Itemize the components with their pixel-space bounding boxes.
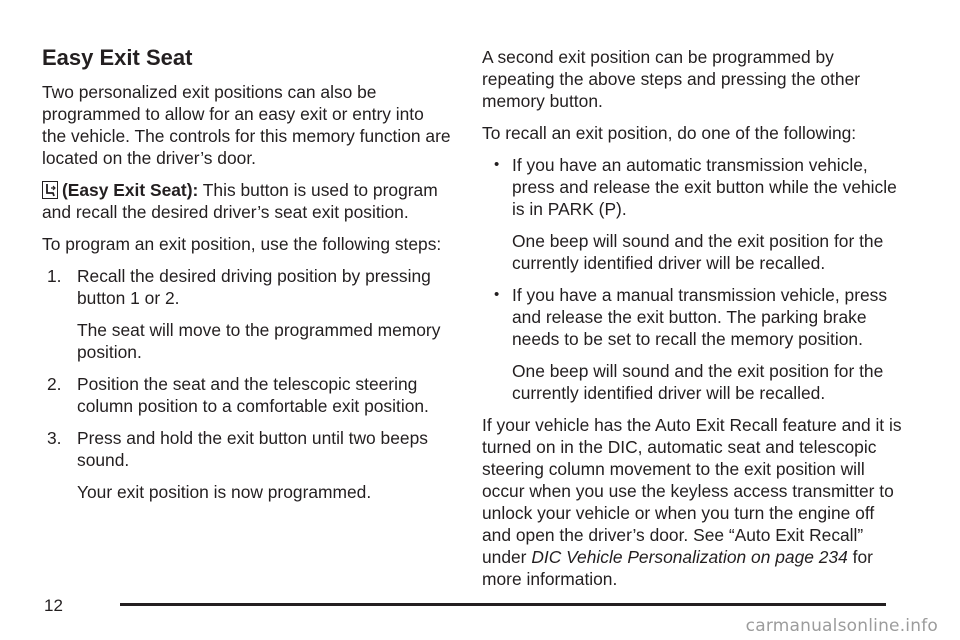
seat-exit-icon [42, 181, 58, 199]
bullet-text: If you have an automatic transmission vehicle, press and release the exit button while the vehicle is in PARK (P). [512, 155, 897, 219]
step-number: 2. [47, 374, 62, 394]
bullet-note: One beep will sound and the exit position for the currently identified driver will be recalled. [512, 231, 884, 273]
page-number: 12 [44, 596, 63, 615]
list-item [42, 373, 452, 417]
auto-exit-paragraph [482, 414, 902, 590]
list-item [42, 265, 452, 363]
step-note: The seat will move to the programmed memory position. [77, 320, 441, 362]
auto-exit-text: If your vehicle has the Auto Exit Recall feature and it is turned on in the DIC, automatic seat and telescopic steering column movement to the exit position will occur when you use the keyless access transmitter to unlock your vehicle or when you turn the engine off and open the driver’s door. See “Auto Exit Recall” under [482, 415, 902, 567]
list-item [482, 154, 902, 274]
second-position-paragraph: A second exit position can be programmed by repeating the above steps and pressing the other memory button. [482, 47, 861, 111]
step-number: 3. [47, 428, 62, 448]
button-description [42, 179, 452, 223]
left-column [42, 44, 452, 513]
list-item [482, 284, 902, 404]
bullet-note: One beep will sound and the exit position for the currently identified driver will be recalled. [512, 361, 884, 403]
steps-intro: To program an exit position, use the following steps: [42, 234, 442, 254]
cross-reference-link[interactable]: DIC Vehicle Personalization on page 234 [531, 547, 848, 567]
intro-paragraph: Two personalized exit positions can also be programmed to allow for an easy exit or entry into the vehicle. The controls for this memory function are located on the driver’s door. [42, 82, 451, 168]
auto-exit-tail: for more information. [482, 547, 873, 589]
program-steps-list [42, 265, 452, 503]
step-text: Position the seat and the telescopic steering column position to a comfortable exit position. [77, 374, 429, 416]
section-heading: Easy Exit Seat [42, 45, 193, 70]
watermark-text: carmanualsonline.info [745, 616, 938, 636]
list-item [42, 427, 452, 503]
step-text: Press and hold the exit button until two beeps sound. [77, 428, 428, 470]
button-label: (Easy Exit Seat): [62, 180, 199, 200]
footer-divider [120, 603, 886, 606]
step-number: 1. [47, 266, 62, 286]
recall-intro: To recall an exit position, do one of the following: [482, 123, 857, 143]
bullet-text: If you have a manual transmission vehicle, press and release the exit button. The parking brake needs to be set to recall the memory position. [512, 285, 888, 349]
recall-options-list [482, 154, 902, 404]
right-column [482, 46, 902, 600]
step-text: Recall the desired driving position by pressing button 1 or 2. [77, 266, 431, 308]
bullet-icon: • [494, 156, 500, 173]
bullet-icon: • [494, 286, 500, 303]
button-desc-text: This button is used to program and recall the desired driver’s seat exit position. [42, 180, 438, 222]
step-note: Your exit position is now programmed. [77, 482, 372, 502]
